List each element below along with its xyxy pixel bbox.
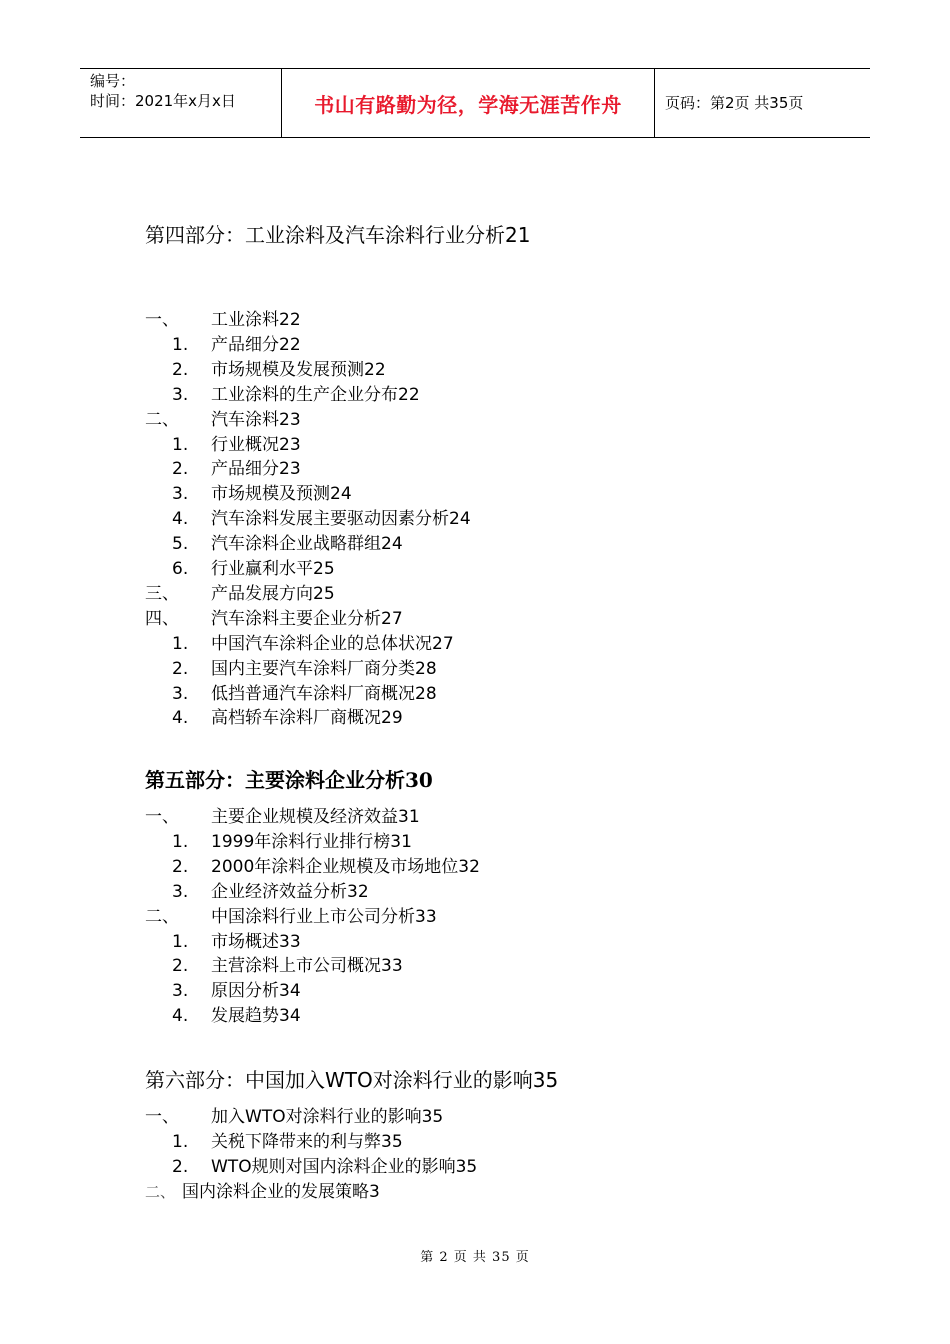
toc-item-marker: 3. [172, 384, 189, 405]
toc-item-marker: 2. [172, 956, 189, 977]
toc-item-marker: 6. [172, 559, 189, 579]
toc-item-text: 中国汽车涂料企业的总体状况27 [211, 633, 454, 654]
toc-item-text: 汽车涂料企业战略群组24 [211, 534, 403, 555]
toc-item-marker: 2. [172, 1156, 189, 1177]
toc-item-marker: 1. [172, 931, 189, 952]
toc-item-text: 加入WTO对涂料行业的影响35 [211, 1107, 444, 1127]
toc-item-marker: 一、 [145, 310, 179, 330]
toc-item-text: 2000年涂料企业规模及市场地位32 [211, 856, 480, 877]
section-title[interactable]: 第五部分：主要涂料企业分析30 [145, 768, 433, 792]
toc-item-text: 中国涂料行业上市公司分析33 [211, 906, 437, 927]
toc-item-text: 产品细分22 [211, 334, 301, 355]
section-title[interactable]: 第四部分：工业涂料及汽车涂料行业分析21 [145, 223, 531, 247]
header-motto-cell [281, 69, 655, 137]
document-number-label: 编号： [90, 72, 136, 90]
page-header [80, 68, 870, 138]
page-info: 页码：第2页 共35页 [665, 94, 804, 112]
toc-item-marker: 3. [172, 881, 189, 902]
toc-item-marker: 3. [172, 484, 189, 505]
toc-item-marker: 4. [172, 708, 189, 729]
toc-item-text: 主营涂料上市公司概况33 [211, 956, 403, 977]
toc-item-text: 主要企业规模及经济效益31 [211, 807, 420, 827]
toc-item-marker: 1. [172, 334, 189, 355]
toc-item-marker: 1. [172, 633, 189, 654]
toc-item-marker: 4. [172, 509, 189, 530]
motto-text: 书山有路勤为径，学海无涯苦作舟 [314, 92, 622, 117]
toc-item-marker: 4. [172, 1006, 189, 1027]
header-page-cell [655, 69, 870, 137]
toc-item-text: 国内主要汽车涂料厂商分类28 [211, 658, 437, 679]
toc-item-text: 国内涂料企业的发展策略3 [182, 1181, 380, 1202]
toc-item-text: 市场概述33 [211, 931, 301, 952]
toc-item-text: 原因分析34 [211, 981, 301, 1002]
toc-item-text: 市场规模及预测24 [211, 484, 352, 505]
toc-item-text: 工业涂料22 [211, 310, 301, 330]
toc-item-marker: 1. [172, 831, 189, 852]
toc-item-marker: 二、 [145, 1182, 176, 1201]
toc-item-text: 企业经济效益分析32 [211, 881, 369, 902]
toc-item-marker: 一、 [145, 1107, 179, 1127]
toc-item-marker: 二、 [145, 906, 179, 927]
toc-item-text: 高档轿车涂料厂商概况29 [211, 708, 403, 729]
toc-item-text: 低挡普通汽车涂料厂商概况28 [211, 683, 437, 704]
toc-item-text: 汽车涂料发展主要驱动因素分析24 [211, 509, 471, 530]
toc-item-text: 产品发展方向25 [211, 583, 335, 604]
toc-item-text: WTO规则对国内涂料企业的影响35 [211, 1156, 478, 1177]
date-label: 时间：2021年x月x日 [90, 92, 236, 110]
toc-item-text: 关税下降带来的利与弊35 [211, 1131, 403, 1152]
toc-item-text: 行业赢利水平25 [211, 559, 335, 579]
toc-item-marker: 2. [172, 856, 189, 877]
toc-item-text: 行业概况23 [211, 434, 301, 455]
toc-item-text: 工业涂料的生产企业分布22 [211, 384, 420, 405]
toc-item-marker: 1. [172, 1131, 189, 1152]
section-title[interactable]: 第六部分：中国加入WTO对涂料行业的影响35 [145, 1068, 559, 1092]
toc-item-marker: 2. [172, 658, 189, 679]
toc-item-text: 汽车涂料主要企业分析27 [211, 608, 403, 629]
toc-item-marker: 1. [172, 434, 189, 455]
toc-item-text: 1999年涂料行业排行榜31 [211, 831, 412, 852]
toc-item-marker: 三、 [145, 583, 179, 604]
toc-item-marker: 二、 [145, 409, 179, 430]
toc-item-marker: 一、 [145, 807, 179, 827]
header-meta-cell [80, 69, 280, 137]
toc-item-marker: 5. [172, 534, 189, 555]
toc-item-text: 市场规模及发展预测22 [211, 359, 386, 380]
toc-item-marker: 3. [172, 683, 189, 704]
toc-item-text: 发展趋势34 [211, 1006, 301, 1027]
toc-item-marker: 2. [172, 459, 189, 480]
toc-item-text: 汽车涂料23 [211, 409, 301, 430]
toc-item-marker: 四、 [145, 608, 179, 629]
page-footer: 第 2 页 共 35 页 [420, 1250, 530, 1265]
toc-item-text: 产品细分23 [211, 459, 301, 480]
toc-item-marker: 3. [172, 981, 189, 1002]
toc-item-marker: 2. [172, 359, 189, 380]
